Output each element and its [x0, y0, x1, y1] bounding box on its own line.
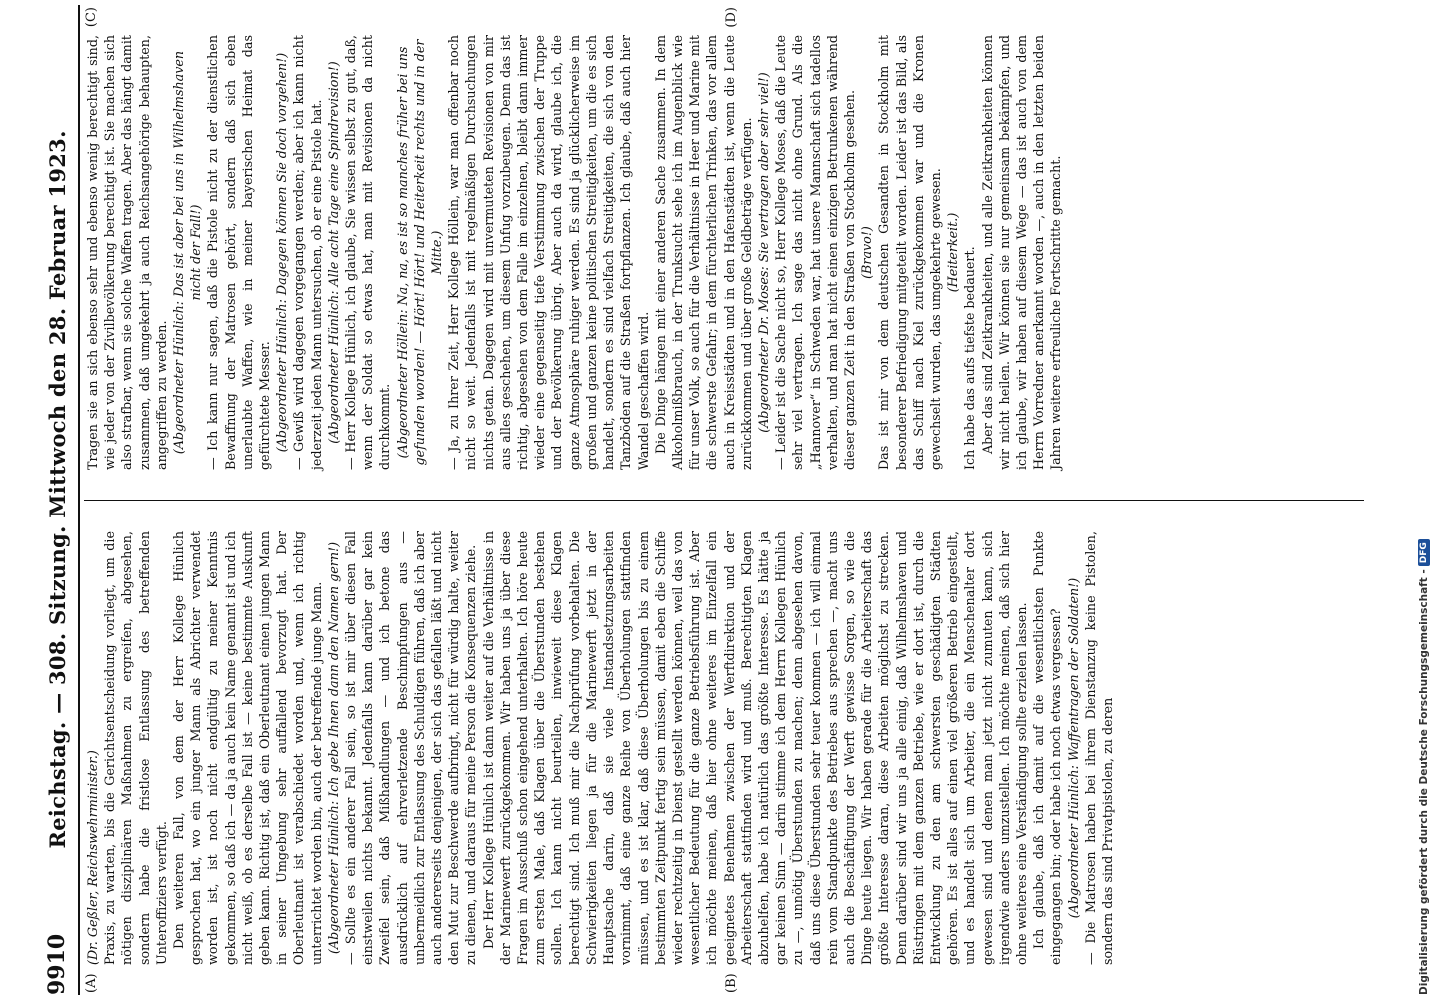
paragraph: — Sollte es ein anderer Fall sein, so ist mir über diesen Fall einstweilen nichts bekannt. Jedenfalls kann darüber gar kein Zweifel sein, daß Mißhandlungen — und ich betone das ausdrücklich auf ehrverletzende Beschimpfungen aus — unbermeidlich zur Entlassung des Schuldigen führen, daß ich aber auch andererseits denjenigen, der sich das gefallen läßt und nicht den Mut zur Beschwerde aufbringt, nicht für würdig halte, weiter zu dienen, und daraus für meine Person die Konsequenzen ziehe. [343, 531, 479, 965]
paragraph: Ich habe das aufs tiefste bedauert. [962, 246, 978, 470]
page-number: 9910 [44, 933, 70, 995]
margin-mark-a: (A) [84, 973, 99, 993]
paragraph: Praxis, zu warten, bis die Gerichtsentscheidung vorliegt, um die nötigen disziplinären Maßnahmen zu ergreifen, abgesehen, sondern habe die fristlose Entlassung des betreffenden Unteroffiziers verfügt. [102, 531, 169, 965]
interjection: (Abgeordneter Hünlich: Ich gebe Ihnen dann den Namen gern!) [325, 541, 341, 955]
imprint-text: Digitalisierung gefördert durch die Deutsche Forschungsgemeinschaft - [1418, 569, 1430, 995]
paragraph: — Ich kann nur sagen, daß die Pistole nicht zu der dienstlichen Bewaffnung der Matrosen gehört, sondern daß sich eben unerlaubte Waffen, wie in meiner bayerischen Heimat das gefürchtete Messer. [205, 35, 273, 470]
paragraph: Aber das sind Zeitkrankheiten, und alle Zeitkrankheiten können wir nicht heilen. Wir können sie nur gemeinsam bekämpfen, und ich glaube, wir haben auf diesem Wege — das ist auch von dem Herrn Vorredner anerkannt worden —, auch in den letzten beiden Jahren weitere erfreuliche Fortschritte gemacht. [979, 35, 1064, 470]
paragraph: Das ist mir von dem deutschen Gesandten in Stockholm mit besonderer Befriedigung mitgeteilt worden. Leider ist das Bild, als das Schiff nach Kiel zurückgekommen war und die Kronen gewechselt wurden, das umgekehrte gewesen. [876, 35, 943, 470]
paragraph: — Gewiß wird dagegen vorgegangen werden; aber ich kann nicht jederzeit jeden Mann untersuchen, ob er eine Pistole hat. [291, 35, 324, 470]
text-columns [84, 5, 1364, 995]
interjection: (Abgeordneter Höllein: Na, na, es ist so manches früher bei uns gefunden worden! — Hört! Hört! und Heiterkeit rechts und in der Mitte.) [394, 39, 445, 466]
page-header [40, 5, 74, 995]
interjection: (Bravo!) [859, 226, 875, 279]
interjection: (Abgeordneter Dr. Moses: Sie vertragen aber sehr viel!) [755, 72, 771, 433]
speaker-line: (Dr. Geßler, Reichswehrminister.) [85, 750, 100, 965]
header-rule [78, 5, 80, 995]
paragraph: — Leider ist die Sache nicht so, Herr Kollege Moses, daß die Leute sehr viel vertragen. Ich sage das nicht ohne Grund. Als die „Hannover“ in Schweden war, hat unsere Mannschaft sich tadellos verhalten, und man hat nicht einen einzigen Betrunkenen während dieser ganzen Zeit in den Straßen von Stockholm gesehen. [773, 35, 857, 470]
paragraph: — Die Matrosen haben bei ihrem Dienstanzug keine Pistolen, sondern das sind Privatpistolen, zu deren [1082, 531, 1115, 965]
margin-mark-b: (B) [724, 973, 739, 993]
paragraph: Der Herr Kollege Hünlich ist dann weiter auf die Verhältnisse in der Marinewerft zurückgekommen. Wir haben uns ja über diese Fragen im Ausschuß schon eingehend unterhalten. Ich höre heute zum ersten Male, daß Klagen über die Überstunden bestehen sollen. Ich kann nicht beurteilen, inwieweit diese Klagen berechtigt sind. Ich muß mir die Nachprüfung vorbehalten. Die Schwierigkeiten liegen ja für die Marinewerft jetzt in der Hauptsache darin, daß sie viele Instandsetzungsarbeiten vornimmt, daß eine ganze Reihe von Überholungen stattfinden müssen, und es ist klar, daß diese Überholungen bis zu einem bestimmten Zeitpunkt fertig sein müssen, damit eben die Schiffe wieder rechtzeitig in Dienst gestellt werden können, weil das von wesentlicher Bedeutung für die ganze Betriebsführung ist. Aber ich möchte meinen, daß hier ohne weiteres im Einzelfall ein geeignetes Benehmen zwischen der Werftdirektion und der Arbeiterschaft stattfinden wird und muß. Berechtigten Klagen abzuhelfen, habe ich natürlich das größte Interesse. Es hätte ja gar keinen Sinn — darin stimme ich dem Herrn Kollegen Hünlich zu —, unnötig Überstunden zu machen; denn abgesehen davon, daß uns diese Überstunden sehr teuer kommen — ich will einmal rein vom Standpunkte des Betriebes aus sprechen —, macht uns auch die Beschäftigung der Werft gewisse Sorgen, so wie die Dinge heute liegen. Wir haben gerade für die Arbeiterschaft das größte Interesse daran, diese Arbeiten möglichst zu strecken. Denn darüber sind wir uns ja alle einig, daß Wilhelmshaven und Rüstringen mit dem ganzen Betriebe, wie er dort ist, durch die Entwicklung zu den am schwersten geschädigten Städten gehören. Es ist alles auf einen viel größeren Betrieb eingestellt, und es handelt sich um Arbeiter, die ein Menschenalter dort gewesen sind und denen man jetzt nicht zumuten kann, sich irgendwie anders umzustellen. Ich möchte meinen, daß sich hier ohne weiteres eine Verständigung sollte erzielen lassen. [480, 531, 1029, 965]
paragraph: Die Dinge hängen mit einer anderen Sache zusammen. In dem Alkoholmißbrauch, in der Trunksucht sehe ich im Augenblick wie für unser Volk, so auch für die Verhältnisse in Heer und Marine mit die schwerste Gefahr; in dem fürchterlichen Trinken, das vor allem auch in Kreisstädten und in den Hafenstädten ist, wenn die Leute zurückkommen und über große Geldbeträge verfügen. [652, 35, 754, 470]
paragraph: — Ja, zu Ihrer Zeit, Herr Kollege Höllein, war man offenbar noch nicht so weit. Jedenfalls ist mit regelmäßigen Durchsuchungen nichts getan. Dagegen wird mit unvermuteten Revisionen von mir aus alles geschehen, um diesem Unfug vorzubeugen. Denn das ist richtig, abgesehen von dem Falle im einzelnen, bleibt dann immer wieder eine gegenseitig tiefe Verstimmung zwischen der Truppe und der Bevölkerung übrig. Aber auch da wird, glaube ich, die ganze Atmosphäre ruhiger werden. Es sind ja glücklicherweise im großen und ganzen keine politischen Streitigkeiten, um die es sich handelt, sondern es sind vielfach Streitigkeiten, die sich von den Tanzböden auf die Straßen fortpflanzen. Ich glaube, daß auch hier Wandel geschaffen wird. [446, 35, 651, 470]
right-column [84, 5, 1364, 500]
interjection: (Abgeordneter Hünlich: Alle acht Tage eine Spindrevision!) [325, 61, 341, 444]
interjection: (Abgeordneter Hünlich: Das ist aber bei uns in Wilhelmshaven nicht der Fall!) [171, 50, 204, 455]
digitization-imprint [1418, 539, 1430, 995]
paragraph: Den weiteren Fall, von dem der Herr Kollege Hünlich gesprochen hat, wo ein junger Mann als Abrichter verwendet worden ist, ist noch nicht endgültig zu meiner Kenntnis gekommen, so daß ich — da ja auch kein Name genannt ist und ich nicht weiß, ob es derselbe Fall ist — keine bestimmte Auskunft geben kann. Richtig ist, daß ein Oberleutnant einen jungen Mann in seiner Umgebung sehr auffallend bevorzugt hat. Der Oberleutnant ist verabschiedet worden und, wenn ich richtig unterrichtet worden bin, auch der betreffende junge Mann. [171, 531, 324, 965]
left-column [84, 500, 1364, 995]
interjection: (Abgeordneter Hünlich: Waffentragen der Soldaten!) [1065, 577, 1081, 919]
margin-mark-d: (D) [724, 7, 739, 28]
interjection: (Heiterkeit.) [945, 212, 961, 293]
running-title: Reichstag. — 308. Sitzung. Mittwoch den 28. Februar 1923. [44, 130, 70, 849]
rotated-page [40, 5, 1370, 995]
interjection: (Abgeordneter Hünlich: Dagegen können Sie doch vorgehen!) [274, 52, 290, 453]
dfg-logo: DFG [1418, 539, 1430, 566]
paragraph: Tragen sie an sich ebenso sehr und ebenso wenig berechtigt sind, wie jeder von der Zivilbevölkerung berechtigt ist. Sie machen sich also strafbar, wenn sie solche Waffen tragen. Aber das hängt damit zusammen, daß umgekehrt ja auch Reichsangehörige behaupten, angegriffen zu werden. [85, 35, 169, 470]
paragraph: — Herr Kollege Hünlich, ich glaube, Sie wissen selbst zu gut, daß, wenn der Soldat so etwas hat, man mit Revisionen da nicht durchkommt. [343, 35, 393, 470]
margin-mark-c: (C) [84, 7, 99, 28]
paragraph: Ich glaube, daß ich damit auf die wesentlichsten Punkte eingegangen bin; oder habe ich noch etwas vergessen? [1031, 531, 1064, 965]
